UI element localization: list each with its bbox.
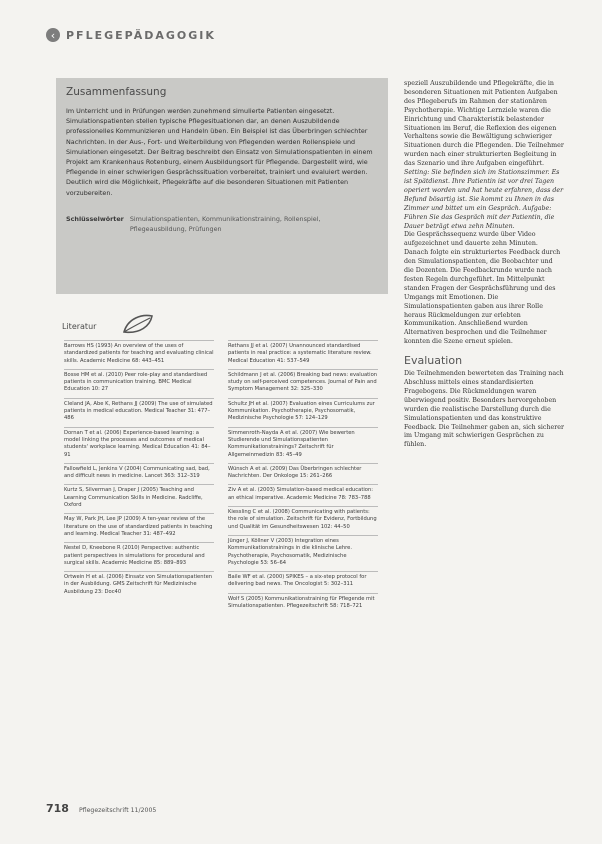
page-footer: [46, 802, 156, 815]
keywords-text: Simulationspatienten, Kommunikationstraining, Rollenspiel, Pflegeausbildung, Prüfungen: [129, 214, 321, 233]
reference-item: Barrows HS (1993) An overview of the uses of standardized patients for teaching and evaluating clinical skills. Academic Medicine 68: 443–451: [64, 340, 214, 369]
reference-item: Ortwein H et al. (2006) Einsatz von Simulationspatienten in der Ausbildung. GMS Zeitschrift für Medizinische Ausbildung 23: Doc40: [64, 571, 214, 600]
keywords: [66, 214, 378, 234]
reference-item: Wünsch A et al. (2009) Das Überbringen schlechter Nachrichten. Der Onkologe 15: 261–266: [228, 463, 378, 485]
literature-heading: Literatur: [62, 322, 97, 331]
references-column-2: [228, 340, 378, 614]
leaf-icon: [120, 312, 156, 336]
reference-item: Baile WF et al. (2000) SPIKES – a six-step protocol for delivering bad news. The Oncologist 5: 302–311: [228, 571, 378, 593]
reference-item: Rethans JJ et al. (2007) Unannounced standardised patients in real practice: a systematic literature review. Medical Education 41: 537–549: [228, 340, 378, 369]
section-header: [46, 28, 216, 42]
summary-box: [56, 78, 388, 294]
reference-item: Schildmann J et al. (2006) Breaking bad news: evaluation study on self-perceived competences. Journal of Pain and Symptom Management 32: 325–330: [228, 369, 378, 398]
summary-text: Im Unterricht und in Prüfungen werden zunehmend simulierte Patienten eingesetzt. Simulationspatienten stellen typische Pflegesituationen dar, an denen Auszubildende professionelles Kommunizieren und Handeln üben. Ein Beispiel ist das Überbringen schlechter Nachrichten. In der Aus-, Fort- und Weiterbildung von Pflegenden werden Rollenspiele und Simulationen eingesetzt. Der Beitrag beschreibt den Einsatz von Simulationspatienten in einem Projekt am Krankenhaus Rotenburg, einem Ausbildungsort für Pflegende. Dargestellt wird, wie Pflegende in einer schwierigen Gesprächssituation vorbereitet, trainiert und evaluiert werden. Deutlich wird die Möglichkeit, Pflegekräfte auf die besonderen Situationen mit Patienten vorzubereiten.: [66, 107, 373, 197]
body-paragraph: Die Teilnehmenden bewerteten das Training nach Abschluss mittels eines standardisierten Fragebogens. Die Rückmeldungen waren überwiegend positiv. Besonders hervorgehoben wurden die realistische Darstellung durch die Simulationspatienten und das konstruktive Feedback. Die Teilnehmer gaben an, sich sicherer im Umgang mit schwierigen Gesprächen zu fühlen.: [404, 370, 564, 449]
keywords-label: Schlüsselwörter: [66, 214, 124, 223]
body-paragraph: Die Gesprächssequenz wurde über Video aufgezeichnet und dauerte zehn Minuten. Danach folgte ein strukturiertes Feedback durch den Simulationspatienten, die Beobachter und die Dozenten. Die Feedbackrunde wurde nach festen Regeln durchgeführt. Im Mittelpunkt standen Fragen der Gesprächsführung und des Umgangs mit Emotionen. Die Simulationspatienten gaben aus ihrer Rolle heraus Rückmeldungen zur erlebten Kommunikation. Anschließend wurden Alternativen besprochen und die Teilnehmer konnten die Szene erneut spielen.: [404, 231, 561, 346]
setting-text: Setting: Sie befinden sich im Stationszimmer. Es ist Spätdienst. Ihre Patientin ist vor drei Tagen operiert worden und hat heute erfahren, dass der Befund bösartig ist. Sie kommt zu Ihnen in das Zimmer und bittet um ein Gespräch. Aufgabe: Führen Sie das Gespräch mit der Patientin, die Dauer beträgt etwa zehn Minuten.: [404, 169, 564, 230]
references-column-1: [64, 340, 214, 600]
reference-item: May W, Park JH, Lee JP (2009) A ten-year review of the literature on the use of standardized patients in teaching and learning. Medical Teacher 31: 487–492: [64, 513, 214, 542]
evaluation-heading: Evaluation: [404, 354, 463, 368]
reference-item: Fallowfield L, Jenkins V (2004) Communicating sad, bad, and difficult news in medicine. Lancet 363: 312–319: [64, 463, 214, 485]
reference-item: Schultz JH et al. (2007) Evaluation eines Curriculums zur Kommunikation. Psychotherapie, Psychosomatik, Medizinische Psychologie 57: 124–129: [228, 398, 378, 427]
reference-item: Simmenroth-Nayda A et al. (2007) Wie bewerten Studierende und Simulationspatienten Kommunikationstrainings? Zeitschrift für Allgemeinmedizin 83: 45–49: [228, 427, 378, 463]
page-number: 718: [46, 802, 69, 815]
reference-item: Nestel D, Kneebone R (2010) Perspective: authentic patient perspectives in simulations for procedural and surgical skills. Academic Medicine 85: 889–893: [64, 542, 214, 571]
body-paragraph: speziell Auszubildende und Pflegekräfte, die in besonderen Situationen mit Patienten Aufgaben des Pflegeberufs im Rahmen der stationären Psychotherapie. Wichtige Lernziele waren die Einrichtung und Charakteristik belastender Situationen im Beruf, die Reflexion des eigenen Verhaltens sowie die Bewältigung schwieriger Situationen durch die Pflegenden. Die Teilnehmer wurden nach einer strukturierten Begleitung in das Szenario und ihre Aufgaben eingeführt.: [404, 80, 564, 168]
reference-item: Wolf S (2005) Kommunikationstraining für Pflegende mit Simulationspatienten. Pflegezeitschrift 58: 718–721: [228, 593, 378, 615]
reference-item: Kiessling C et al. (2008) Communicating with patients: the role of simulation. Zeitschrift für Evidenz, Fortbildung und Qualität im Gesundheitswesen 102: 44–50: [228, 506, 378, 535]
section-title: PFLEGEPÄDAGOGIK: [66, 28, 216, 42]
reference-item: Bosse HM et al. (2010) Peer role-play and standardised patients in communication training. BMC Medical Education 10: 27: [64, 369, 214, 398]
reference-item: Ziv A et al. (2003) Simulation-based medical education: an ethical imperative. Academic Medicine 78: 783–788: [228, 484, 378, 506]
summary-heading: Zusammenfassung: [66, 86, 167, 98]
journal-name: Pflegezeitschrift 11/2005: [78, 807, 157, 814]
body-text-column: [404, 80, 564, 450]
reference-item: Kurtz S, Silverman J, Draper J (2005) Teaching and Learning Communication Skills in Medicine. Radcliffe, Oxford: [64, 484, 214, 513]
reference-item: Jünger J, Köllner V (2003) Integration eines Kommunikationstrainings in die klinische Lehre. Psychotherapie, Psychosomatik, Medizinische Psychologie 53: 56–64: [228, 535, 378, 571]
reference-item: Dornan T et al. (2006) Experience-based learning: a model linking the processes and outcomes of medical students' workplace learning. Medical Education 41: 84–91: [64, 427, 214, 463]
chevron-left-icon: ‹: [46, 28, 60, 42]
reference-item: Cleland JA, Abe K, Rethans JJ (2009) The use of simulated patients in medical education. Medical Teacher 31: 477–486: [64, 398, 214, 427]
